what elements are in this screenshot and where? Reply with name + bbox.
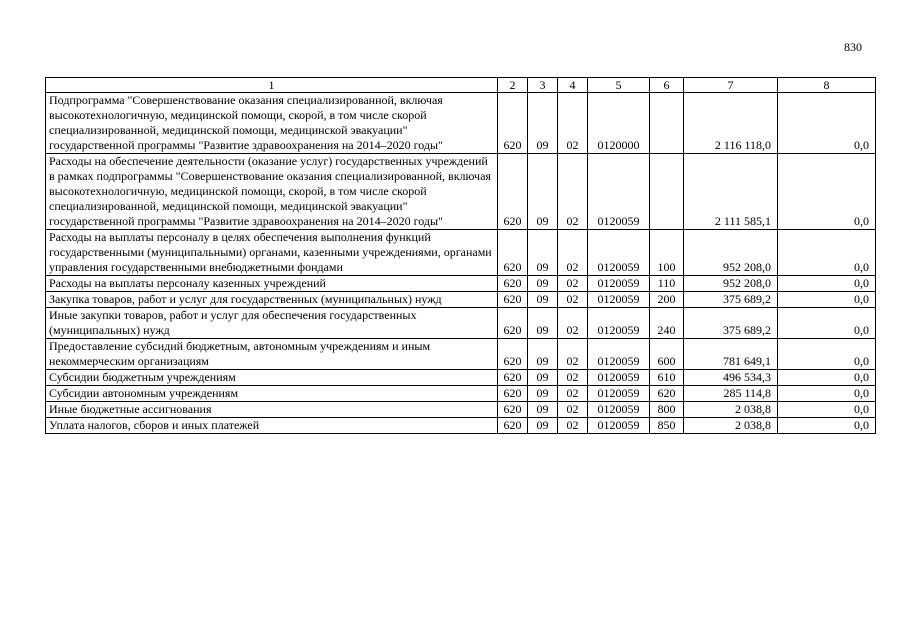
row-amount-2: 0,0: [778, 418, 876, 434]
row-description: Иные бюджетные ассигнования: [46, 402, 498, 418]
row-subsection-code: 02: [558, 292, 588, 308]
row-ministry-code: 620: [498, 93, 528, 154]
table-row: [46, 386, 876, 402]
row-description: Закупка товаров, работ и услуг для государственных (муниципальных) нужд: [46, 292, 498, 308]
row-ministry-code: 620: [498, 418, 528, 434]
row-expense-type: 110: [650, 276, 684, 292]
row-ministry-code: 620: [498, 154, 528, 230]
row-subsection-code: 02: [558, 93, 588, 154]
row-amount-2: 0,0: [778, 339, 876, 370]
row-subsection-code: 02: [558, 370, 588, 386]
row-ministry-code: 620: [498, 230, 528, 276]
header-col-2: 2: [498, 78, 528, 93]
row-amount: 2 116 118,0: [684, 93, 778, 154]
row-description: Предоставление субсидий бюджетным, автономным учреждениям и иным некоммерческим организациям: [46, 339, 498, 370]
table-row: [46, 418, 876, 434]
row-expense-type: 620: [650, 386, 684, 402]
row-amount-2: 0,0: [778, 154, 876, 230]
row-description: Иные закупки товаров, работ и услуг для обеспечения государственных (муниципальных) нужд: [46, 308, 498, 339]
table-row: [46, 230, 876, 276]
row-target-article: 0120059: [588, 386, 650, 402]
row-subsection-code: 02: [558, 386, 588, 402]
row-ministry-code: 620: [498, 308, 528, 339]
header-col-7: 7: [684, 78, 778, 93]
row-ministry-code: 620: [498, 386, 528, 402]
header-col-6: 6: [650, 78, 684, 93]
row-section-code: 09: [528, 308, 558, 339]
row-amount-2: 0,0: [778, 308, 876, 339]
row-subsection-code: 02: [558, 276, 588, 292]
row-amount-2: 0,0: [778, 386, 876, 402]
header-col-8: 8: [778, 78, 876, 93]
row-description: Субсидии автономным учреждениям: [46, 386, 498, 402]
row-ministry-code: 620: [498, 402, 528, 418]
row-amount: 375 689,2: [684, 292, 778, 308]
row-amount: 2 111 585,1: [684, 154, 778, 230]
row-amount: 781 649,1: [684, 339, 778, 370]
row-amount: 2 038,8: [684, 418, 778, 434]
row-expense-type: 610: [650, 370, 684, 386]
row-amount: 496 534,3: [684, 370, 778, 386]
row-expense-type: 100: [650, 230, 684, 276]
row-amount-2: 0,0: [778, 230, 876, 276]
table-row: [46, 339, 876, 370]
row-expense-type: [650, 93, 684, 154]
row-ministry-code: 620: [498, 292, 528, 308]
row-expense-type: 800: [650, 402, 684, 418]
row-target-article: 0120000: [588, 93, 650, 154]
row-amount: 375 689,2: [684, 308, 778, 339]
row-amount-2: 0,0: [778, 93, 876, 154]
row-target-article: 0120059: [588, 154, 650, 230]
row-expense-type: 240: [650, 308, 684, 339]
row-description: Субсидии бюджетным учреждениям: [46, 370, 498, 386]
row-target-article: 0120059: [588, 230, 650, 276]
row-section-code: 09: [528, 370, 558, 386]
row-amount: 952 208,0: [684, 276, 778, 292]
row-amount: 285 114,8: [684, 386, 778, 402]
row-amount-2: 0,0: [778, 276, 876, 292]
row-section-code: 09: [528, 230, 558, 276]
row-description: Уплата налогов, сборов и иных платежей: [46, 418, 498, 434]
row-amount-2: 0,0: [778, 402, 876, 418]
row-section-code: 09: [528, 386, 558, 402]
table-row: [46, 292, 876, 308]
row-subsection-code: 02: [558, 402, 588, 418]
row-amount: 952 208,0: [684, 230, 778, 276]
header-col-5: 5: [588, 78, 650, 93]
row-subsection-code: 02: [558, 339, 588, 370]
row-subsection-code: 02: [558, 308, 588, 339]
table-row: [46, 276, 876, 292]
row-target-article: 0120059: [588, 276, 650, 292]
row-section-code: 09: [528, 93, 558, 154]
row-description: Расходы на выплаты персоналу в целях обеспечения выполнения функций государственными (муниципальными) органами, казенными учреждениями, органами управления государственными внебюджетными фондами: [46, 230, 498, 276]
row-expense-type: 600: [650, 339, 684, 370]
header-col-1: 1: [46, 78, 498, 93]
table-row: [46, 93, 876, 154]
row-section-code: 09: [528, 292, 558, 308]
budget-table: [45, 77, 876, 434]
row-target-article: 0120059: [588, 339, 650, 370]
row-subsection-code: 02: [558, 154, 588, 230]
row-description: Подпрограмма "Совершенствование оказания специализированной, включая высокотехнологичную, медицинской помощи, скорой, в том числе скорой специализированной, медицинской помощи, медицинской эвакуации" государственной программы "Развитие здравоохранения на 2014–2020 годы": [46, 93, 498, 154]
row-description: Расходы на выплаты персоналу казенных учреждений: [46, 276, 498, 292]
row-target-article: 0120059: [588, 418, 650, 434]
row-section-code: 09: [528, 402, 558, 418]
row-section-code: 09: [528, 154, 558, 230]
page-number: 830: [844, 40, 862, 54]
row-expense-type: [650, 154, 684, 230]
row-subsection-code: 02: [558, 230, 588, 276]
table-row: [46, 370, 876, 386]
row-target-article: 0120059: [588, 292, 650, 308]
row-target-article: 0120059: [588, 402, 650, 418]
row-target-article: 0120059: [588, 308, 650, 339]
row-description: Расходы на обеспечение деятельности (оказание услуг) государственных учреждений в рамках подпрограммы "Совершенствование оказания специализированной, включая высокотехнологичную, медицинской помощи, скорой, в том числе скорой специализированной, медицинской помощи, медицинской эвакуации" государственной программы "Развитие здравоохранения на 2014–2020 годы": [46, 154, 498, 230]
table-header-row: [46, 78, 876, 93]
row-amount: 2 038,8: [684, 402, 778, 418]
header-col-4: 4: [558, 78, 588, 93]
table-row: [46, 308, 876, 339]
row-subsection-code: 02: [558, 418, 588, 434]
row-expense-type: 200: [650, 292, 684, 308]
row-ministry-code: 620: [498, 339, 528, 370]
row-ministry-code: 620: [498, 276, 528, 292]
row-ministry-code: 620: [498, 370, 528, 386]
table-row: [46, 402, 876, 418]
row-amount-2: 0,0: [778, 292, 876, 308]
header-col-3: 3: [528, 78, 558, 93]
row-section-code: 09: [528, 418, 558, 434]
row-target-article: 0120059: [588, 370, 650, 386]
row-amount-2: 0,0: [778, 370, 876, 386]
table-row: [46, 154, 876, 230]
row-expense-type: 850: [650, 418, 684, 434]
row-section-code: 09: [528, 276, 558, 292]
row-section-code: 09: [528, 339, 558, 370]
